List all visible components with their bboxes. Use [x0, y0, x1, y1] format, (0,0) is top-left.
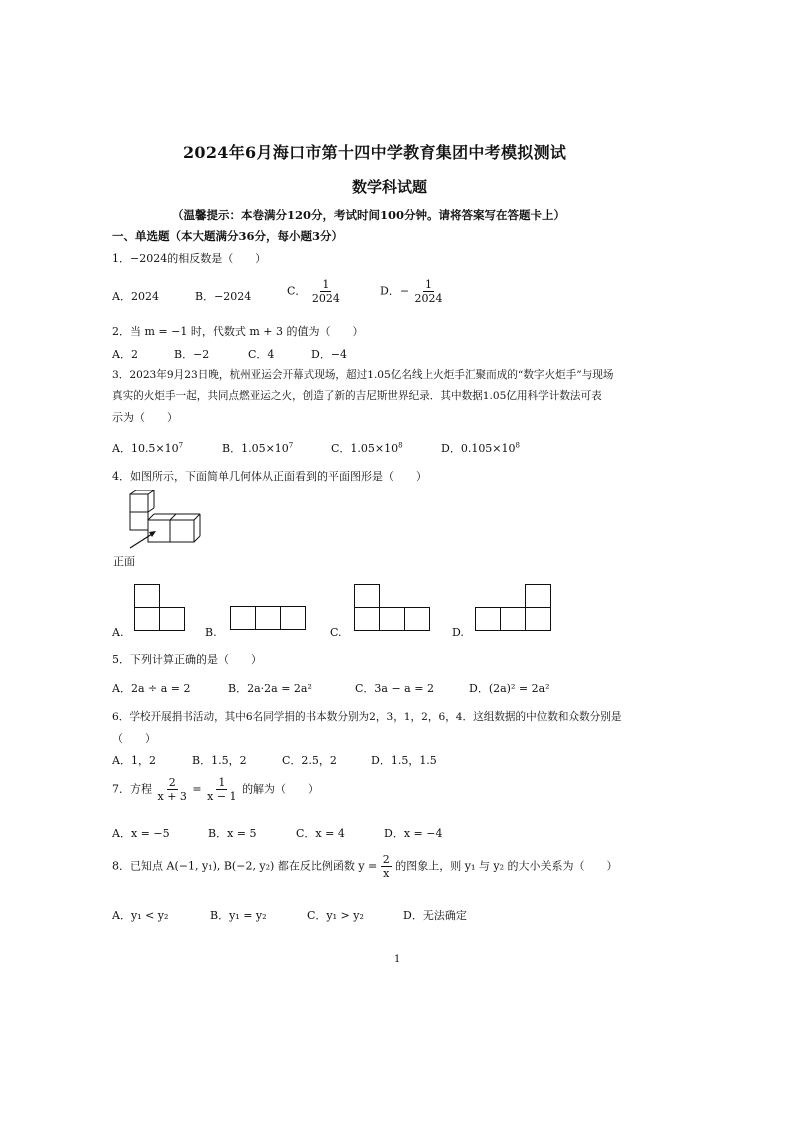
q8-numerator: 2: [382, 853, 390, 866]
q3-option-c: [331, 440, 403, 456]
q2-option-c: C．4: [248, 348, 275, 361]
q3-option-c-base: C．1.05×10: [331, 442, 399, 455]
q4-option-b-label: B.: [205, 626, 217, 639]
q8-denominator: x: [383, 867, 390, 880]
q4-c-cell: [404, 607, 430, 631]
q4-solid-figure: [124, 490, 208, 550]
q3-option-b-base: B．1.05×10: [222, 442, 289, 455]
exam-title: 2024年6月海口市第十四中学教育集团中考模拟测试: [183, 143, 567, 162]
q1-c-numerator: 1: [322, 278, 330, 291]
q4-option-a-figure: [134, 584, 188, 632]
q2-stem: 2．当 m = −1 时，代数式 m + 3 的值为（ ）: [112, 325, 364, 338]
q7-f1-numerator: 2: [168, 776, 176, 789]
q1-option-c-fraction: [310, 278, 342, 305]
q7-fraction-1: [156, 776, 189, 803]
exam-subject: 数学科试题: [352, 178, 428, 196]
q7-f2-numerator: 1: [218, 776, 226, 789]
q3-option-d: [441, 440, 520, 456]
q4-d-cell: [525, 607, 551, 631]
q4-option-c-figure: [354, 584, 434, 632]
q1-d-denominator: 2024: [414, 292, 443, 305]
q6-option-c: C．2.5，2: [282, 754, 337, 767]
q1-option-c: [287, 278, 342, 305]
page-number: 1: [394, 954, 401, 965]
q3-option-d-base: D．0.105×10: [441, 442, 516, 455]
q7-equals: =: [192, 782, 202, 796]
q2-option-a: A．2: [112, 348, 138, 361]
q1-d-numerator: 1: [425, 278, 433, 291]
q4-option-c-label: C.: [330, 626, 342, 639]
q2-option-d: D．−4: [311, 348, 348, 361]
q4-b-cell: [280, 606, 306, 630]
q5-option-b: B．2a·2a = 2a²: [228, 682, 312, 695]
q8-stem: [112, 853, 618, 880]
q7-option-b: B．x = 5: [208, 827, 257, 840]
q5-option-a: A．2a ÷ a = 2: [112, 682, 191, 695]
q3-option-c-exp: 8: [398, 441, 403, 450]
q4-a-cell: [159, 607, 185, 631]
q5-stem: 5．下列计算正确的是（ ）: [112, 653, 262, 666]
section-heading: 一、单选题（本大题满分36分，每小题3分）: [112, 229, 344, 243]
q3-option-a-base: A．10.5×10: [112, 442, 179, 455]
q6-option-d: D．1.5，1.5: [371, 754, 437, 767]
q4-a-cell: [134, 607, 160, 631]
q7-option-a: A．x = −5: [112, 827, 170, 840]
q4-option-b-figure: [230, 606, 310, 632]
exam-tip: （温馨提示：本卷满分120分，考试时间100分钟。请将答案写在答题卡上）: [172, 208, 566, 222]
q7-f1-denominator: x + 3: [157, 790, 187, 803]
q6-option-b: B．1.5，2: [192, 754, 247, 767]
q4-option-d-label: D.: [452, 626, 464, 639]
q7-f2-denominator: x − 1: [207, 790, 237, 803]
q8-option-a: A．y₁ < y₂: [112, 909, 169, 922]
q4-stem: 4．如图所示，下面简单几何体从正面看到的平面图形是（ ）: [112, 470, 427, 483]
q4-b-cell: [230, 606, 256, 630]
q8-option-d: D．无法确定: [403, 909, 467, 922]
q4-d-cell: [525, 584, 551, 608]
q3-option-a-exp: 7: [178, 441, 184, 450]
q1-option-d-label: D．−: [380, 284, 410, 298]
q7-prefix: 7．方程: [112, 782, 152, 796]
q6-line1: 6．学校开展捐书活动，其中6名同学捐的书本数分别为2，3，1，2，6，4．这组数据的中位数和众数分别是: [112, 711, 622, 723]
q4-c-cell: [379, 607, 405, 631]
q4-option-a-label: A.: [112, 626, 124, 639]
q3-option-b-exp: 7: [288, 441, 294, 450]
q3-option-d-exp: 8: [515, 441, 520, 450]
q2-option-b: B．−2: [174, 348, 210, 361]
q1-c-denominator: 2024: [311, 292, 340, 305]
q1-stem: 1．−2024的相反数是（ ）: [112, 252, 267, 265]
q1-option-b: B．−2024: [195, 290, 252, 303]
q4-a-cell: [134, 584, 160, 608]
q8-prefix: 8．已知点 A(−1, y₁), B(−2, y₂) 都在反比例函数 y =: [112, 859, 378, 873]
q3-option-a: [112, 440, 183, 456]
q7-suffix: 的解为（ ）: [242, 782, 320, 796]
q4-c-cell: [354, 607, 380, 631]
q7-option-c: C．x = 4: [296, 827, 345, 840]
q8-fraction: [381, 853, 392, 880]
q1-option-c-label: C．: [287, 284, 307, 298]
q7-stem: [112, 776, 319, 803]
q8-option-c: C．y₁ > y₂: [307, 909, 364, 922]
q5-option-d: D．(2a)² = 2a²: [469, 682, 550, 695]
q8-option-b: B．y₁ = y₂: [210, 909, 267, 922]
q3-line1: 3．2023年9月23日晚，杭州亚运会开幕式现场，超过1.05亿名线上火炬手汇聚而成的“数字火炬手”与现场: [112, 369, 614, 381]
q1-option-d: [380, 278, 445, 305]
q4-c-cell: [354, 584, 380, 608]
q8-suffix: 的图象上，则 y₁ 与 y₂ 的大小关系为（ ）: [395, 859, 618, 873]
q3-line2: 真实的火炬手一起，共同点燃亚运之火，创造了新的吉尼斯世界纪录．其中数据1.05亿用科学计数法可表: [112, 390, 602, 402]
q5-option-c: C．3a − a = 2: [355, 682, 434, 695]
q6-line2: （ ）: [112, 732, 156, 745]
q1-option-a: A．2024: [112, 290, 159, 303]
q4-b-cell: [255, 606, 281, 630]
q4-d-cell: [475, 607, 501, 631]
q4-front-label: 正面: [113, 555, 135, 568]
q7-option-d: D．x = −4: [384, 827, 443, 840]
q4-d-cell: [500, 607, 526, 631]
q7-fraction-2: [205, 776, 238, 803]
q6-option-a: A．1，2: [112, 754, 156, 767]
q4-option-d-figure: [475, 584, 555, 632]
q3-line3: 示为（ ）: [112, 411, 178, 424]
q1-option-d-fraction: [413, 278, 445, 305]
q3-option-b: [222, 440, 293, 456]
